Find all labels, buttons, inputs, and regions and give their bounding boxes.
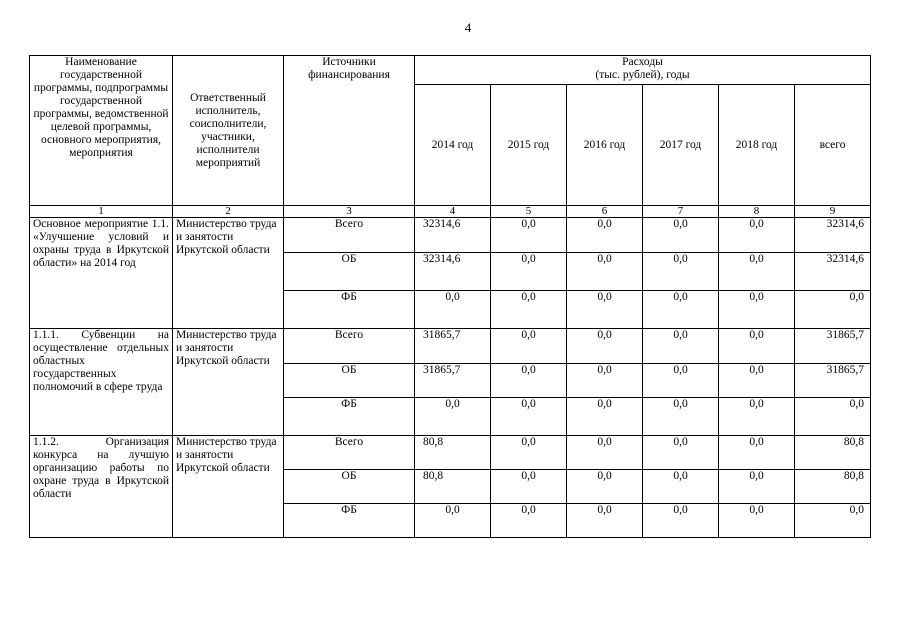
value-2016: 0,0 — [567, 253, 643, 291]
value-2015: 0,0 — [491, 253, 567, 291]
value-2016: 0,0 — [567, 218, 643, 253]
funding-source: Всего — [284, 436, 415, 470]
value-2017: 0,0 — [643, 364, 719, 398]
value-total: 31865,7 — [795, 364, 871, 398]
column-number: 3 — [284, 206, 415, 218]
activity-executor: Министерство труда и занятости Иркутской области — [173, 329, 284, 436]
value-2018: 0,0 — [719, 364, 795, 398]
activity-name: 1.1.1. Субвенции на осуществление отдельных областных государственных полномочий в сфере труда — [30, 329, 173, 436]
table-row — [30, 218, 871, 253]
header-year-2014: 2014 год — [415, 85, 491, 206]
value-2014: 32314,6 — [415, 253, 491, 291]
table-row — [30, 436, 871, 470]
table-row — [30, 329, 871, 364]
value-2016: 0,0 — [567, 504, 643, 538]
value-total: 0,0 — [795, 398, 871, 436]
value-2017: 0,0 — [643, 291, 719, 329]
value-2016: 0,0 — [567, 291, 643, 329]
funding-source: ОБ — [284, 470, 415, 504]
value-2017: 0,0 — [643, 218, 719, 253]
column-number: 2 — [173, 206, 284, 218]
value-2014: 0,0 — [415, 398, 491, 436]
value-2015: 0,0 — [491, 504, 567, 538]
value-2015: 0,0 — [491, 291, 567, 329]
header-expenses — [415, 56, 871, 85]
value-2017: 0,0 — [643, 436, 719, 470]
value-2015: 0,0 — [491, 218, 567, 253]
funding-source: ОБ — [284, 364, 415, 398]
value-total: 0,0 — [795, 291, 871, 329]
value-2014: 0,0 — [415, 291, 491, 329]
value-2018: 0,0 — [719, 253, 795, 291]
value-2018: 0,0 — [719, 470, 795, 504]
funding-source: ФБ — [284, 398, 415, 436]
header-year-2015: 2015 год — [491, 85, 567, 206]
value-2017: 0,0 — [643, 329, 719, 364]
column-number: 8 — [719, 206, 795, 218]
value-2016: 0,0 — [567, 470, 643, 504]
activity-name: 1.1.2. Организация конкурса на лучшую организацию работы по охране труда в Иркутской области — [30, 436, 173, 538]
header-total: всего — [795, 85, 871, 206]
value-total: 0,0 — [795, 504, 871, 538]
header-year-2016: 2016 год — [567, 85, 643, 206]
column-number: 6 — [567, 206, 643, 218]
funding-source: ФБ — [284, 291, 415, 329]
page-number: 4 — [464, 20, 472, 35]
value-2018: 0,0 — [719, 329, 795, 364]
value-total: 31865,7 — [795, 329, 871, 364]
value-2016: 0,0 — [567, 329, 643, 364]
header-expenses-title: Расходы — [622, 56, 663, 68]
funding-source: ФБ — [284, 504, 415, 538]
header-source: Источники финансирования — [284, 56, 415, 206]
value-2018: 0,0 — [719, 218, 795, 253]
value-2014: 80,8 — [415, 436, 491, 470]
value-2015: 0,0 — [491, 470, 567, 504]
value-2014: 31865,7 — [415, 329, 491, 364]
value-2015: 0,0 — [491, 364, 567, 398]
value-total: 80,8 — [795, 436, 871, 470]
header-name: Наименование государственной программы, подпрограммы государственной программы, ведомственной целевой программы, основного мероприятия, мероприятия — [30, 56, 173, 206]
value-2014: 80,8 — [415, 470, 491, 504]
value-2017: 0,0 — [643, 398, 719, 436]
column-numbers-row — [30, 206, 871, 218]
value-2018: 0,0 — [719, 398, 795, 436]
value-total: 32314,6 — [795, 253, 871, 291]
value-2015: 0,0 — [491, 398, 567, 436]
column-number: 9 — [795, 206, 871, 218]
header-expenses-unit: (тыс. рублей), годы — [595, 69, 690, 81]
funding-source: Всего — [284, 329, 415, 364]
value-2018: 0,0 — [719, 436, 795, 470]
value-2014: 32314,6 — [415, 218, 491, 253]
value-2016: 0,0 — [567, 364, 643, 398]
column-number: 5 — [491, 206, 567, 218]
activity-name: Основное мероприятие 1.1. «Улучшение условий и охраны труда в Иркутской области» на 2014 год — [30, 218, 173, 329]
value-2014: 0,0 — [415, 504, 491, 538]
value-2015: 0,0 — [491, 329, 567, 364]
value-2014: 31865,7 — [415, 364, 491, 398]
budget-table — [29, 55, 871, 538]
value-2017: 0,0 — [643, 470, 719, 504]
activity-executor: Министерство труда и занятости Иркутской области — [173, 218, 284, 329]
value-total: 32314,6 — [795, 218, 871, 253]
header-executor: Ответственный исполнитель, соисполнители, участники, исполнители мероприятий — [173, 56, 284, 206]
value-2017: 0,0 — [643, 504, 719, 538]
column-number: 4 — [415, 206, 491, 218]
value-2015: 0,0 — [491, 436, 567, 470]
header-year-2018: 2018 год — [719, 85, 795, 206]
value-2018: 0,0 — [719, 504, 795, 538]
activity-executor: Министерство труда и занятости Иркутской области — [173, 436, 284, 538]
value-2016: 0,0 — [567, 436, 643, 470]
value-2016: 0,0 — [567, 398, 643, 436]
value-2017: 0,0 — [643, 253, 719, 291]
value-2018: 0,0 — [719, 291, 795, 329]
header-year-2017: 2017 год — [643, 85, 719, 206]
column-number: 1 — [30, 206, 173, 218]
funding-source: ОБ — [284, 253, 415, 291]
column-number: 7 — [643, 206, 719, 218]
funding-source: Всего — [284, 218, 415, 253]
value-total: 80,8 — [795, 470, 871, 504]
